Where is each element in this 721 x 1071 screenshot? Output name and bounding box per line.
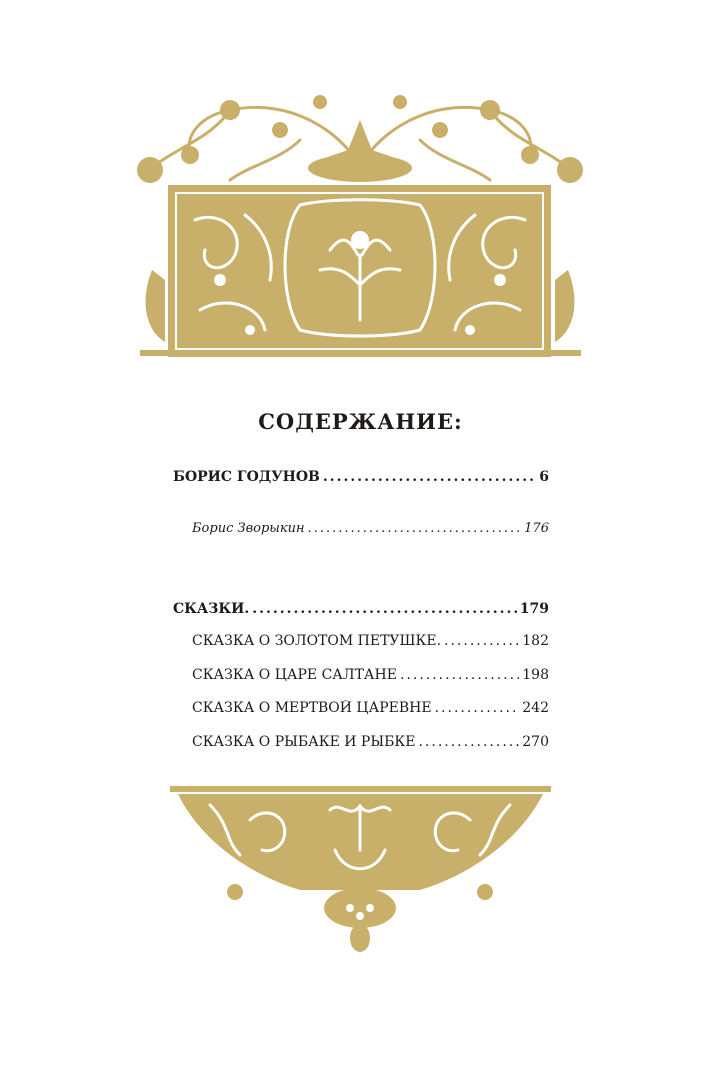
toc-entry-page: 176	[524, 521, 549, 536]
toc-entry-label: СКАЗКА О МЕРТВОЙ ЦАРЕВНЕ	[192, 700, 432, 716]
toc-entry-page: 198	[522, 667, 549, 683]
toc-entry[interactable]	[173, 469, 549, 485]
toc-entry-label: Борис Зворыкин	[192, 521, 305, 536]
toc-entry-label: СКАЗКИ.	[173, 601, 250, 617]
toc-entry-page: 6	[539, 469, 549, 485]
toc-entry[interactable]	[173, 601, 549, 617]
toc-entry-label: СКАЗКА О ЗОЛОТОМ ПЕТУШКЕ.	[192, 633, 442, 649]
toc-leader-dots	[418, 734, 519, 750]
toc-leader-dots	[308, 521, 522, 536]
toc-entry-page: 242	[522, 700, 549, 716]
headpiece-ornament	[0, 80, 721, 365]
toc-entry[interactable]	[192, 521, 549, 536]
toc-leader-dots	[400, 667, 519, 683]
toc-leader-dots	[252, 601, 517, 617]
page-title: СОДЕРЖАНИЕ:	[258, 409, 463, 434]
toc-entry-page: 182	[522, 633, 549, 649]
toc-leader-dots	[435, 700, 520, 716]
toc-entry-page: 179	[519, 601, 549, 617]
toc-entry-label: СКАЗКА О ЦАРЕ САЛТАНЕ	[192, 667, 397, 683]
toc-entry[interactable]	[192, 633, 549, 649]
tailpiece-ornament	[0, 780, 721, 955]
toc-entry[interactable]	[192, 667, 549, 683]
toc-leader-dots	[444, 633, 519, 649]
toc-entry[interactable]	[192, 734, 549, 750]
toc-entry-label: БОРИС ГОДУНОВ	[173, 469, 320, 485]
toc-entry-page: 270	[522, 734, 549, 750]
toc-entry[interactable]	[192, 700, 549, 716]
toc-leader-dots	[323, 469, 536, 485]
toc-entry-label: СКАЗКА О РЫБАКЕ И РЫБКЕ	[192, 734, 416, 750]
